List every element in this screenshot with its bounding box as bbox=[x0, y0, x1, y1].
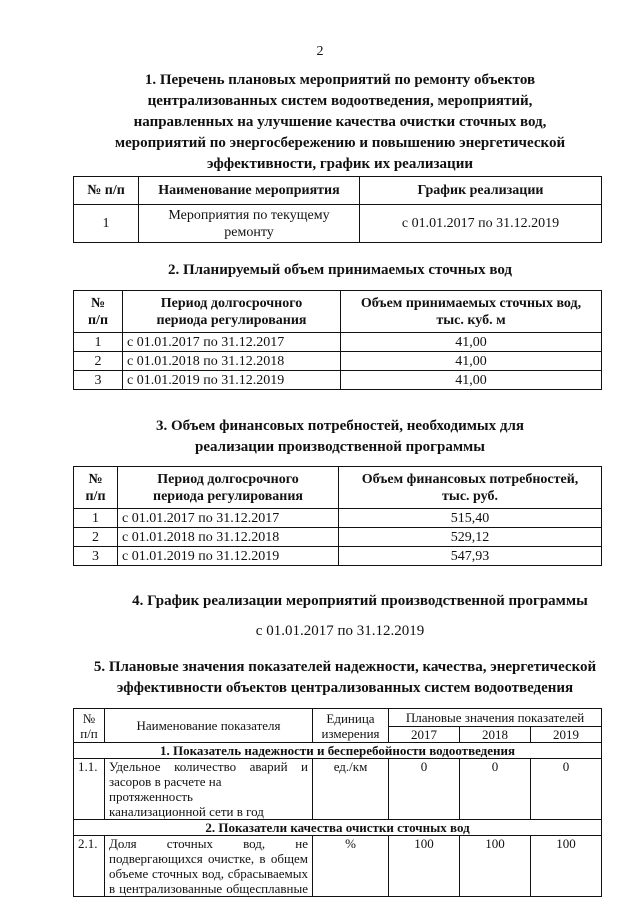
section-3-title-line: реализации производственной программы bbox=[195, 439, 485, 455]
header-num bbox=[74, 291, 123, 333]
header-period-line: Период долгосрочного bbox=[157, 471, 299, 487]
section-5-table bbox=[73, 708, 602, 897]
row-name-line: ремонту bbox=[224, 224, 274, 240]
header-unit-line: измерения bbox=[321, 725, 380, 741]
row-indicator-line: канализационной сети в год bbox=[109, 804, 264, 819]
row-indicator-line: подвергающихся очистке, в общем bbox=[109, 851, 308, 866]
header-value bbox=[339, 467, 602, 509]
table-row bbox=[74, 528, 602, 547]
section-1-title-line: эффективности, график их реализации bbox=[207, 156, 473, 172]
header-period-line: периода регулирования bbox=[153, 488, 303, 504]
section-2-title: 2. Планируемый объем принимаемых сточных вод bbox=[167, 262, 513, 278]
row-value-2019: 100 bbox=[531, 836, 602, 897]
row-value: 515,40 bbox=[339, 509, 602, 528]
section-1-title-line: направленных на улучшение качества очистки сточных вод, bbox=[133, 114, 547, 130]
row-period: с 01.01.2017 по 31.12.2017 bbox=[118, 509, 339, 528]
row-value: 41,00 bbox=[341, 371, 602, 390]
header-year: 2017 bbox=[389, 727, 460, 743]
section-3-title bbox=[60, 416, 620, 458]
header-period-line: периода регулирования bbox=[156, 312, 307, 328]
header-period-line: Период долгосрочного bbox=[160, 295, 303, 311]
row-num: 1 bbox=[74, 205, 139, 243]
row-value-2017: 100 bbox=[389, 836, 460, 897]
table-row bbox=[74, 759, 602, 820]
row-indicator bbox=[105, 836, 313, 897]
table-header-row bbox=[74, 177, 602, 205]
table-row bbox=[74, 547, 602, 566]
group-title: 2. Показатели качества очистки сточных вод bbox=[74, 820, 602, 836]
header-num-line: п/п bbox=[80, 725, 98, 741]
header-value-line: тыс. руб. bbox=[442, 488, 498, 504]
row-value: 529,12 bbox=[339, 528, 602, 547]
row-num: 2 bbox=[74, 528, 118, 547]
section-5-title-line: 5. Плановые значения показателей надежности, качества, энергетической bbox=[93, 659, 597, 675]
row-num: 2.1. bbox=[74, 836, 105, 897]
section-1-title-line: мероприятий по энергосбережению и повышению энергетической bbox=[114, 135, 566, 151]
table-header-row bbox=[74, 467, 602, 509]
header-year: 2018 bbox=[460, 727, 531, 743]
row-num: 1 bbox=[74, 509, 118, 528]
header-num: № п/п bbox=[74, 177, 139, 205]
row-name-line: Мероприятия по текущему bbox=[168, 207, 330, 223]
row-indicator-line: Доля сточных вод, не bbox=[109, 836, 308, 851]
table-header-row bbox=[74, 709, 602, 727]
table-row bbox=[74, 509, 602, 528]
header-schedule: График реализации bbox=[360, 177, 602, 205]
table-row bbox=[74, 333, 602, 352]
row-value: 41,00 bbox=[341, 352, 602, 371]
section-5-title-line: эффективности объектов централизованных систем водоотведения bbox=[116, 680, 574, 696]
row-num: 1.1. bbox=[74, 759, 105, 820]
row-name bbox=[139, 205, 360, 243]
row-num: 3 bbox=[74, 547, 118, 566]
header-year: 2019 bbox=[531, 727, 602, 743]
group-title-row bbox=[74, 820, 602, 836]
row-num: 2 bbox=[74, 352, 123, 371]
row-indicator-line: Удельное количество аварий и bbox=[109, 759, 308, 774]
section-2-table bbox=[73, 290, 602, 390]
header-period bbox=[123, 291, 341, 333]
header-num-line: № bbox=[82, 710, 96, 726]
section-5-title bbox=[50, 657, 640, 699]
header-num-line: п/п bbox=[87, 312, 109, 328]
table-row bbox=[74, 352, 602, 371]
section-3-title-line: 3. Объем финансовых потребностей, необходимых для bbox=[155, 418, 525, 434]
row-value-2018: 0 bbox=[460, 759, 531, 820]
header-num-line: № bbox=[88, 471, 103, 487]
row-value-2018: 100 bbox=[460, 836, 531, 897]
header-value bbox=[341, 291, 602, 333]
header-num-line: п/п bbox=[85, 488, 106, 504]
header-indicator: Наименование показателя bbox=[105, 709, 313, 743]
header-name: Наименование мероприятия bbox=[139, 177, 360, 205]
header-value-line: Объем финансовых потребностей, bbox=[361, 471, 579, 487]
section-4-title: 4. График реализации мероприятий производственной программы bbox=[132, 593, 588, 609]
header-num bbox=[74, 467, 118, 509]
row-unit: % bbox=[313, 836, 389, 897]
row-period: с 01.01.2018 по 31.12.2018 bbox=[123, 352, 341, 371]
table-row bbox=[74, 836, 602, 897]
row-unit: ед./км bbox=[313, 759, 389, 820]
group-title-row bbox=[74, 743, 602, 759]
table-header-row bbox=[74, 291, 602, 333]
row-value-2017: 0 bbox=[389, 759, 460, 820]
row-period: с 01.01.2017 по 31.12.2017 bbox=[123, 333, 341, 352]
section-3-table bbox=[73, 466, 602, 566]
row-indicator-line: засоров в расчете на протяженность bbox=[109, 774, 222, 804]
row-num: 1 bbox=[74, 333, 123, 352]
header-period bbox=[118, 467, 339, 509]
row-num: 3 bbox=[74, 371, 123, 390]
header-unit bbox=[313, 709, 389, 743]
row-indicator-line: объеме сточных вод, сбрасываемых bbox=[109, 866, 308, 881]
page-number: 2 bbox=[316, 44, 324, 59]
row-period: с 01.01.2018 по 31.12.2018 bbox=[118, 528, 339, 547]
section-1-title-line: 1. Перечень плановых мероприятий по ремонту объектов bbox=[144, 72, 536, 88]
row-period: с 01.01.2019 по 31.12.2019 bbox=[123, 371, 341, 390]
group-title: 1. Показатель надежности и бесперебойности водоотведения bbox=[74, 743, 602, 759]
row-period: с 01.01.2019 по 31.12.2019 bbox=[118, 547, 339, 566]
row-indicator-line: в централизованные общесплавные bbox=[109, 881, 308, 896]
section-1-table bbox=[73, 176, 602, 243]
header-unit-line: Единица bbox=[326, 710, 375, 726]
row-indicator bbox=[105, 759, 313, 820]
section-1-title-line: централизованных систем водоотведения, мероприятий, bbox=[147, 93, 533, 109]
row-value: 547,93 bbox=[339, 547, 602, 566]
table-row bbox=[74, 205, 602, 243]
header-num-line: № bbox=[90, 295, 106, 311]
section-4-period: с 01.01.2017 по 31.12.2019 bbox=[255, 623, 425, 639]
header-value-line: тыс. куб. м bbox=[436, 312, 506, 328]
row-value-2019: 0 bbox=[531, 759, 602, 820]
header-plan-values: Плановые значения показателей bbox=[389, 709, 602, 727]
header-num bbox=[74, 709, 105, 743]
header-value-line: Объем принимаемых сточных вод, bbox=[360, 295, 582, 311]
row-schedule: с 01.01.2017 по 31.12.2019 bbox=[360, 205, 602, 243]
table-row bbox=[74, 371, 602, 390]
row-value: 41,00 bbox=[341, 333, 602, 352]
section-1-title bbox=[60, 70, 620, 175]
